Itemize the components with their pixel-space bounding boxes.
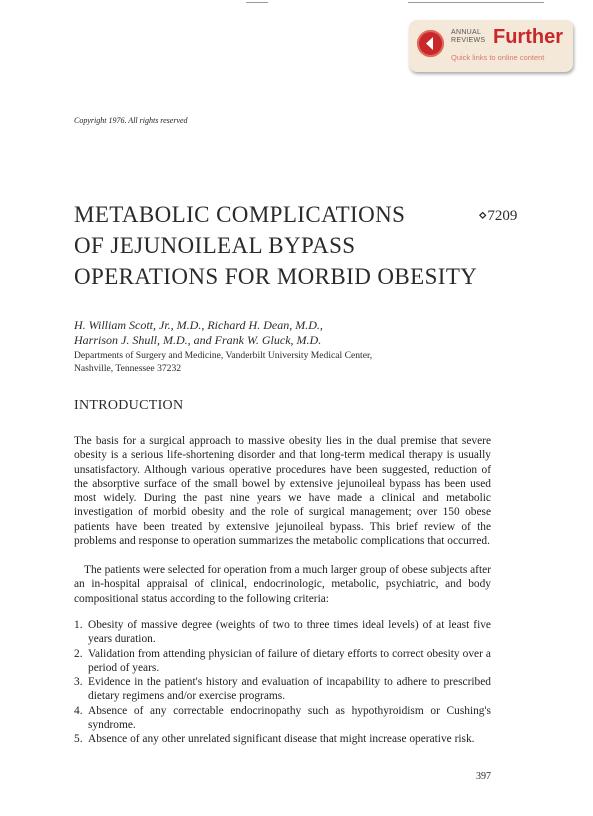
author-line: H. William Scott, Jr., M.D., Richard H. Dean, M.D., — [74, 318, 323, 332]
badge-reviews-label: REVIEWS — [451, 37, 486, 44]
title-line: OPERATIONS FOR MORBID OBESITY — [74, 264, 478, 289]
badge-annual-label: ANNUAL — [451, 29, 482, 36]
author-line: Harrison J. Shull, M.D., and Frank W. Gluck, M.D. — [74, 333, 322, 347]
article-code: ⋄7209 — [478, 208, 518, 224]
list-item — [74, 647, 491, 676]
list-item — [74, 618, 491, 647]
top-rule — [246, 2, 268, 3]
article-title — [74, 199, 477, 292]
title-line: METABOLIC COMPLICATIONS — [74, 202, 406, 227]
affiliation-line: Departments of Surgery and Medicine, Vanderbilt University Medical Center, — [74, 350, 373, 361]
list-item-text: Evidence in the patient's history and evaluation of incapability to adhere to prescribed dietary regimens and/or exercise programs. — [88, 676, 491, 703]
list-item-text: Obesity of massive degree (weights of two to three times ideal levels) of at least five years duration. — [88, 619, 491, 646]
list-item-number: 3. — [74, 676, 83, 689]
list-item-text: Validation from attending physician of failure of dietary efforts to correct obesity over a period of years. — [88, 647, 491, 674]
section-heading: INTRODUCTION — [74, 398, 184, 413]
list-item — [74, 704, 491, 733]
badge-further-label: Further — [493, 26, 563, 48]
list-item-number: 4. — [74, 704, 83, 717]
list-item — [74, 675, 491, 704]
list-item-number: 1. — [74, 619, 83, 631]
further-badge[interactable] — [409, 20, 573, 72]
criteria-list — [74, 618, 491, 747]
list-item-number: 5. — [74, 733, 83, 746]
list-item-number: 2. — [74, 647, 83, 660]
page-number: 397 — [476, 771, 491, 782]
annual-reviews-logo-icon — [417, 30, 444, 57]
title-line: OF JEJUNOILEAL BYPASS — [74, 233, 356, 258]
list-item-text: Absence of any correctable endocrinopathy such as hypothyroidism or Cushing's syndrome. — [88, 704, 491, 732]
affiliation-line: Nashville, Tennessee 37232 — [74, 363, 182, 374]
author-list — [74, 318, 323, 348]
copyright-notice: Copyright 1976. All rights reserved — [74, 116, 188, 125]
body-paragraph: The patients were selected for operation from a much larger group of obese subjects after an in-hospital appraisal of clinical, endocrinologic, metabolic, psychiatric, and body compositional status according to the following criteria: — [74, 564, 491, 605]
list-item-text: Absence of any other unrelated significant disease that might increase operative risk. — [88, 733, 475, 746]
body-paragraph: The basis for a surgical approach to massive obesity lies in the dual premise that severe obesity is a serious life-shortening disorder and that long-term medical therapy is usually unsatisfactory. Although various operative procedures have been suggested, reduction of the absorptive surface of the small bowel by extensive jejunoileal bypass has been used most widely. During the past nine years we have made a clinical and metabolic investigation of morbid obesity and the role of surgical management; over 150 obese patients have been treated by extensive jejunoileal bypass. This brief review of the problems and response to operation summarizes the metabolic complications that occurred. — [74, 435, 491, 548]
affiliation — [74, 349, 372, 375]
top-rule — [408, 2, 544, 3]
list-item — [74, 732, 491, 746]
badge-tagline: Quick links to online content — [451, 53, 545, 62]
